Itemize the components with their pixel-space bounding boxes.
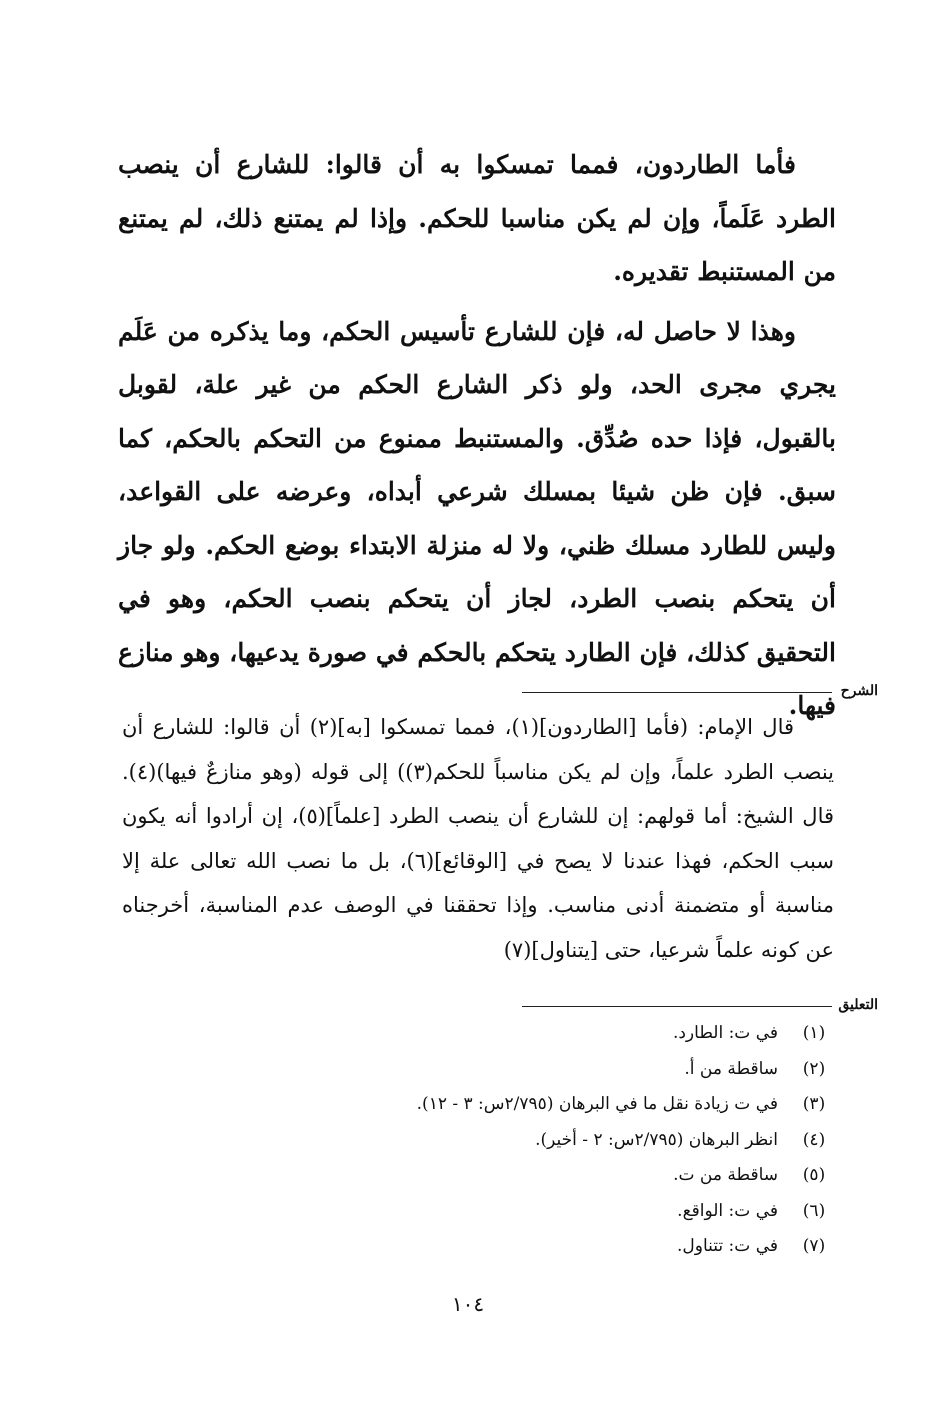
commentary-text — [122, 705, 834, 972]
footnotes-list — [200, 1016, 836, 1265]
footnote-text: ساقطة من أ. — [684, 1058, 778, 1079]
footnote — [200, 1123, 836, 1159]
commentary-paragraph: قال الإمام: (فأما [الطاردون](١)، فمما تمسكوا [به](٢) أن قالوا: للشارع أن ينصب الطرد علماً، وإن لم يكن مناسباً للحكم(٣)) إلى قوله (وهو منازعٌ فيها)(٤). قال الشيخ: أما قولهم: إن للشارع أن ينصب الطرد [علماً](٥)، إن أرادوا أنه يكون سبب الحكم، فهذا عندنا لا يصح في [الوقائع](٦)، بل ما نصب الله تعالى علة إلا مناسبة أو متضمنة أدنى مناسب. وإذا تحققنا في الوصف عدم المناسبة، أخرجناه عن كونه علماً شرعيا، حتى [يتناول](٧) — [122, 715, 835, 962]
footnote-number: (٧) — [802, 1236, 826, 1256]
commentary-divider — [522, 692, 832, 693]
footnote-text: في ت: تتناول. — [677, 1236, 778, 1256]
footnote-number: (٤) — [802, 1129, 826, 1150]
footnote-number: (٥) — [802, 1165, 826, 1185]
footnote-number: (٣) — [802, 1094, 826, 1114]
main-paragraph: فأما الطاردون، فمما تمسكوا به أن قالوا: للشارع أن ينصب الطرد عَلَماً، وإن لم يكن مناسبا للحكم. وإذا لم يمتنع ذلك، لم يمتنع من المستنبط تقديره. — [118, 150, 836, 286]
footnote-number: (٦) — [802, 1200, 826, 1221]
footnote-number: (٢) — [802, 1058, 826, 1079]
main-text — [118, 138, 836, 733]
page-number: ١٠٤ — [451, 1292, 485, 1316]
footnote — [200, 1052, 836, 1088]
footnotes-divider — [522, 1006, 832, 1007]
main-paragraph: وهذا لا حاصل له، فإن للشارع تأسيس الحكم، وما يذكره من عَلَم يجري مجرى الحد، ولو ذكر الشارع الحكم من غير علة، لقوبل بالقبول، فإذا حده صُدِّق. والمستنبط ممنوع من التحكم بالحكم، كما سبق. فإن ظن شيئا بمسلك شرعي أبداه، وعرضه على القواعد، وليس للطارد مسلك ظني، ولا له منزلة الابتداء بوضع الحكم. ولو جاز أن يتحكم بنصب الطرد، لجاز أن يتحكم بنصب الحكم، وهو في التحقيق كذلك، فإن الطارد يتحكم بالحكم في صورة يدعيها، وهو منازع فيها. — [118, 316, 837, 720]
footnote — [200, 1158, 836, 1194]
footnotes-label: التعليق — [838, 997, 878, 1013]
footnote-text: في ت: الطارد. — [672, 1023, 778, 1043]
footnote — [200, 1229, 836, 1265]
footnote — [200, 1087, 836, 1123]
footnote-text: في ت: الواقع. — [677, 1200, 778, 1221]
footnote — [200, 1194, 836, 1230]
footnote — [200, 1016, 836, 1052]
footnote-text: في ت زيادة نقل ما في البرهان (٢/٧٩٥س: ٣ - ١٢). — [416, 1094, 778, 1114]
commentary-label: الشرح — [840, 683, 878, 699]
footnote-text: انظر البرهان (٢/٧٩٥س: ٢ - أخير). — [535, 1129, 778, 1150]
footnote-number: (١) — [802, 1023, 826, 1043]
footnote-text: ساقطة من ت. — [673, 1165, 778, 1185]
